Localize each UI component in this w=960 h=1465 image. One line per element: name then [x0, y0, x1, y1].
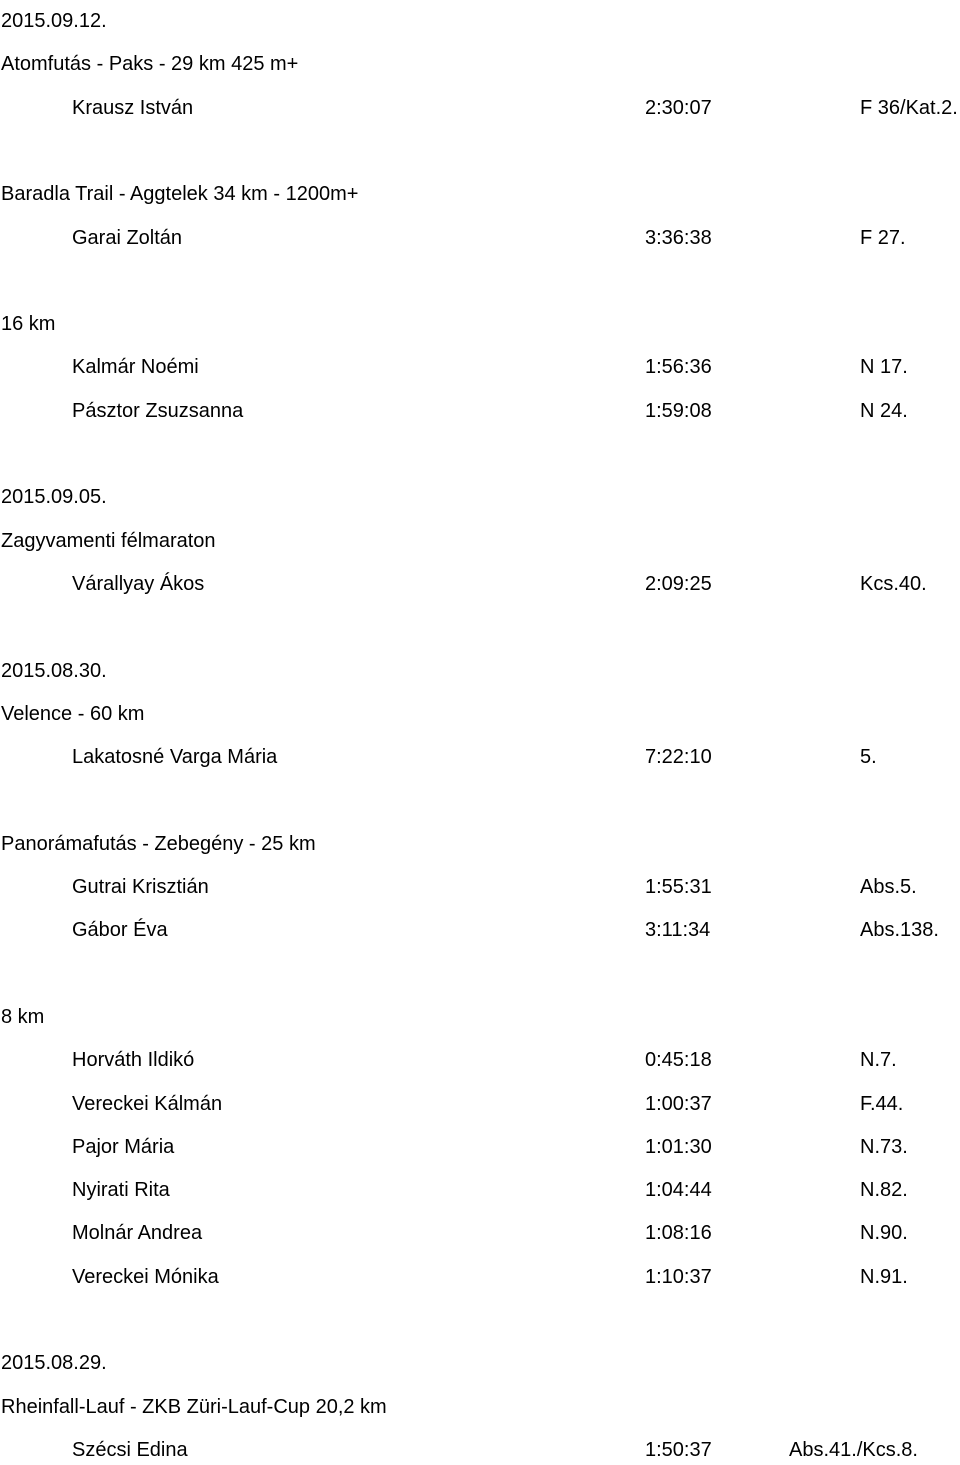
- placement: N 24.: [860, 400, 908, 422]
- result-row: [0, 1132, 960, 1162]
- runner-name: Lakatosné Varga Mária: [72, 746, 278, 768]
- result-row: [0, 223, 960, 253]
- result-row: [0, 1435, 960, 1465]
- runner-name: Molnár Andrea: [72, 1222, 203, 1244]
- placement: Abs.5.: [860, 876, 917, 898]
- runner-name: Pajor Mária: [72, 1136, 175, 1158]
- section-heading: Panorámafutás - Zebegény - 25 km: [1, 833, 316, 855]
- finish-time: 1:08:16: [645, 1222, 712, 1244]
- result-row: [0, 396, 960, 426]
- runner-name: Garai Zoltán: [72, 227, 183, 249]
- result-row: [0, 915, 960, 945]
- result-row: [0, 1175, 960, 1205]
- finish-time: 2:09:25: [645, 573, 712, 595]
- placement: Kcs.40.: [860, 573, 927, 595]
- section-heading: Rheinfall-Lauf - ZKB Züri-Lauf-Cup 20,2 km: [1, 1396, 387, 1418]
- placement: F 27.: [860, 227, 906, 249]
- finish-time: 1:01:30: [645, 1136, 712, 1158]
- placement: Abs.138.: [860, 919, 939, 941]
- placement: N.91.: [860, 1266, 908, 1288]
- section-heading: 2015.09.12.: [1, 10, 107, 32]
- finish-time: 1:56:36: [645, 356, 712, 378]
- result-row: [0, 569, 960, 599]
- placement: F.44.: [860, 1093, 904, 1115]
- runner-name: Gábor Éva: [72, 919, 168, 941]
- placement: N.90.: [860, 1222, 908, 1244]
- finish-time: 1:10:37: [645, 1266, 712, 1288]
- finish-time: 2:30:07: [645, 97, 712, 119]
- runner-name: Várallyay Ákos: [72, 573, 205, 595]
- finish-time: 0:45:18: [645, 1049, 712, 1071]
- placement: N.73.: [860, 1136, 908, 1158]
- finish-time: 1:59:08: [645, 400, 712, 422]
- runner-name: Horváth Ildikó: [72, 1049, 195, 1071]
- placement: N.7.: [860, 1049, 897, 1071]
- section-heading: Baradla Trail - Aggtelek 34 km - 1200m+: [1, 183, 359, 205]
- finish-time: 1:00:37: [645, 1093, 712, 1115]
- result-row: [0, 352, 960, 382]
- runner-name: Szécsi Edina: [72, 1439, 188, 1461]
- result-row: [0, 1045, 960, 1075]
- section-heading: Velence - 60 km: [1, 703, 145, 725]
- section-heading: 8 km: [1, 1006, 45, 1028]
- section-heading: 16 km: [1, 313, 56, 335]
- runner-name: Vereckei Mónika: [72, 1266, 219, 1288]
- placement: 5.: [860, 746, 877, 768]
- result-row: [0, 742, 960, 772]
- runner-name: Nyirati Rita: [72, 1179, 170, 1201]
- placement: N.82.: [860, 1179, 908, 1201]
- placement: F 36/Kat.2.: [860, 97, 958, 119]
- finish-time: 1:04:44: [645, 1179, 712, 1201]
- finish-time: 1:55:31: [645, 876, 712, 898]
- runner-name: Kalmár Noémi: [72, 356, 199, 378]
- runner-name: Gutrai Krisztián: [72, 876, 209, 898]
- finish-time: 1:50:37: [645, 1439, 712, 1461]
- result-row: [0, 93, 960, 123]
- section-heading: Zagyvamenti félmaraton: [1, 530, 216, 552]
- section-heading: Atomfutás - Paks - 29 km 425 m+: [1, 53, 299, 75]
- placement: N 17.: [860, 356, 908, 378]
- result-row: [0, 872, 960, 902]
- finish-time: 7:22:10: [645, 746, 712, 768]
- finish-time: 3:11:34: [645, 919, 711, 941]
- section-heading: 2015.08.30.: [1, 660, 107, 682]
- result-row: [0, 1262, 960, 1292]
- section-heading: 2015.08.29.: [1, 1352, 107, 1374]
- placement: Abs.41./Kcs.8.: [789, 1439, 918, 1461]
- finish-time: 3:36:38: [645, 227, 712, 249]
- runner-name: Vereckei Kálmán: [72, 1093, 223, 1115]
- runner-name: Krausz István: [72, 97, 194, 119]
- result-row: [0, 1218, 960, 1248]
- section-heading: 2015.09.05.: [1, 486, 107, 508]
- result-row: [0, 1089, 960, 1119]
- runner-name: Pásztor Zsuzsanna: [72, 400, 244, 422]
